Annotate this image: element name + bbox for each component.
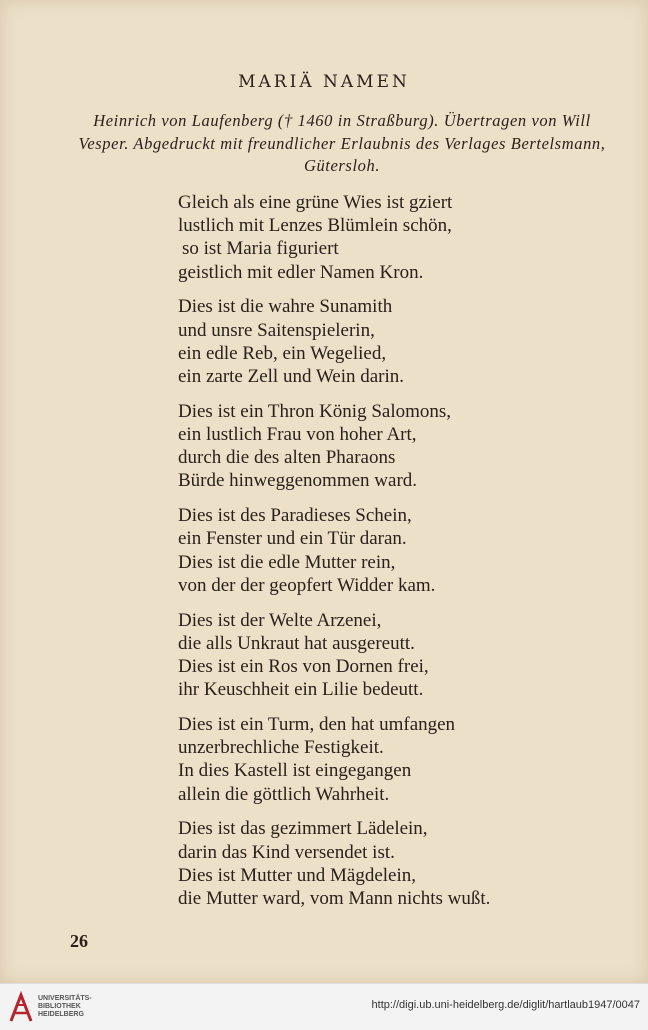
poem-line: und unsre Saitenspielerin, — [178, 319, 375, 341]
poem-line: Dies ist das gezimmert Lädelein, — [178, 818, 428, 840]
viewer-footer — [0, 983, 648, 1030]
poem-line: allein die göttlich Wahrheit. — [178, 783, 390, 805]
stanza — [178, 191, 598, 284]
stanza — [178, 713, 598, 806]
poem-line: Bürde hinweggenommen ward. — [178, 470, 418, 492]
stanza — [178, 400, 598, 493]
poem-line: geistlich mit edler Namen Kron. — [178, 261, 424, 283]
poem-line: ein zarte Zell und Wein darin. — [178, 366, 405, 388]
poem-line: ein Fenster und ein Tür daran. — [178, 528, 407, 550]
poem-line: unzerbrechliche Festigkeit. — [178, 737, 384, 759]
poem-line: die Mutter ward, vom Mann nichts wußt. — [178, 888, 491, 910]
poem-body — [178, 191, 598, 922]
poem-line: Dies ist ein Ros von Dornen frei, — [178, 656, 429, 678]
poem-line: lustlich mit Lenzes Blümlein schön, — [178, 215, 452, 237]
library-name — [38, 995, 92, 1019]
poem-line: darin das Kind versendet ist. — [178, 841, 395, 863]
page-number: 26 — [70, 931, 88, 951]
poem-line: Dies ist die edle Mutter rein, — [178, 551, 396, 573]
stanza — [178, 295, 598, 388]
library-name-line: HEIDELBERG — [38, 1011, 84, 1018]
poem-line: Dies ist des Paradieses Schein, — [178, 505, 412, 527]
poem-line: Dies ist Mutter und Mägdelein, — [178, 864, 416, 886]
poem-line: ein edle Reb, ein Wegelied, — [178, 342, 387, 364]
library-logo-icon — [8, 991, 34, 1023]
poem-line: Dies ist ein Thron König Salomons, — [178, 400, 452, 422]
poem-line: Gleich als eine grüne Wies ist gziert — [178, 192, 453, 213]
poem-line: so ist Maria figuriert — [182, 238, 339, 260]
stanza — [178, 609, 598, 702]
poem-line: Dies ist der Welte Arzenei, — [178, 609, 382, 631]
library-name-line: BIBLIOTHEK — [38, 1003, 81, 1010]
poem-line: ein lustlich Frau von hoher Art, — [178, 424, 417, 446]
poem-title: MARIÄ NAMEN — [238, 72, 410, 92]
poem-line: In dies Kastell ist eingegangen — [178, 760, 412, 782]
stanza — [178, 504, 598, 597]
poem-line: durch die des alten Pharaons — [178, 447, 396, 469]
poem-line: Dies ist die wahre Sunamith — [178, 296, 393, 318]
poem-line: Dies ist ein Turm, den hat umfangen — [178, 714, 456, 736]
library-name-line: UNIVERSITÄTS- — [38, 995, 92, 1002]
poem-attribution: Heinrich von Laufenberg († 1460 in Straßburg). Übertragen von Will Vesper. Abgedruckt mit freundlicher Erlaubnis des Verlages Bertelsmann, Gütersloh. — [78, 111, 606, 175]
stanza — [178, 817, 598, 910]
poem-line: die alls Unkraut hat ausgereutt. — [178, 632, 415, 654]
permalink-url[interactable]: http://digi.ub.uni-heidelberg.de/diglit/hartlaub1947/0047 — [371, 999, 640, 1011]
poem-line: ihr Keuschheit ein Lilie bedeutt. — [178, 679, 424, 701]
poem-line: von der der geopfert Widder kam. — [178, 574, 436, 596]
